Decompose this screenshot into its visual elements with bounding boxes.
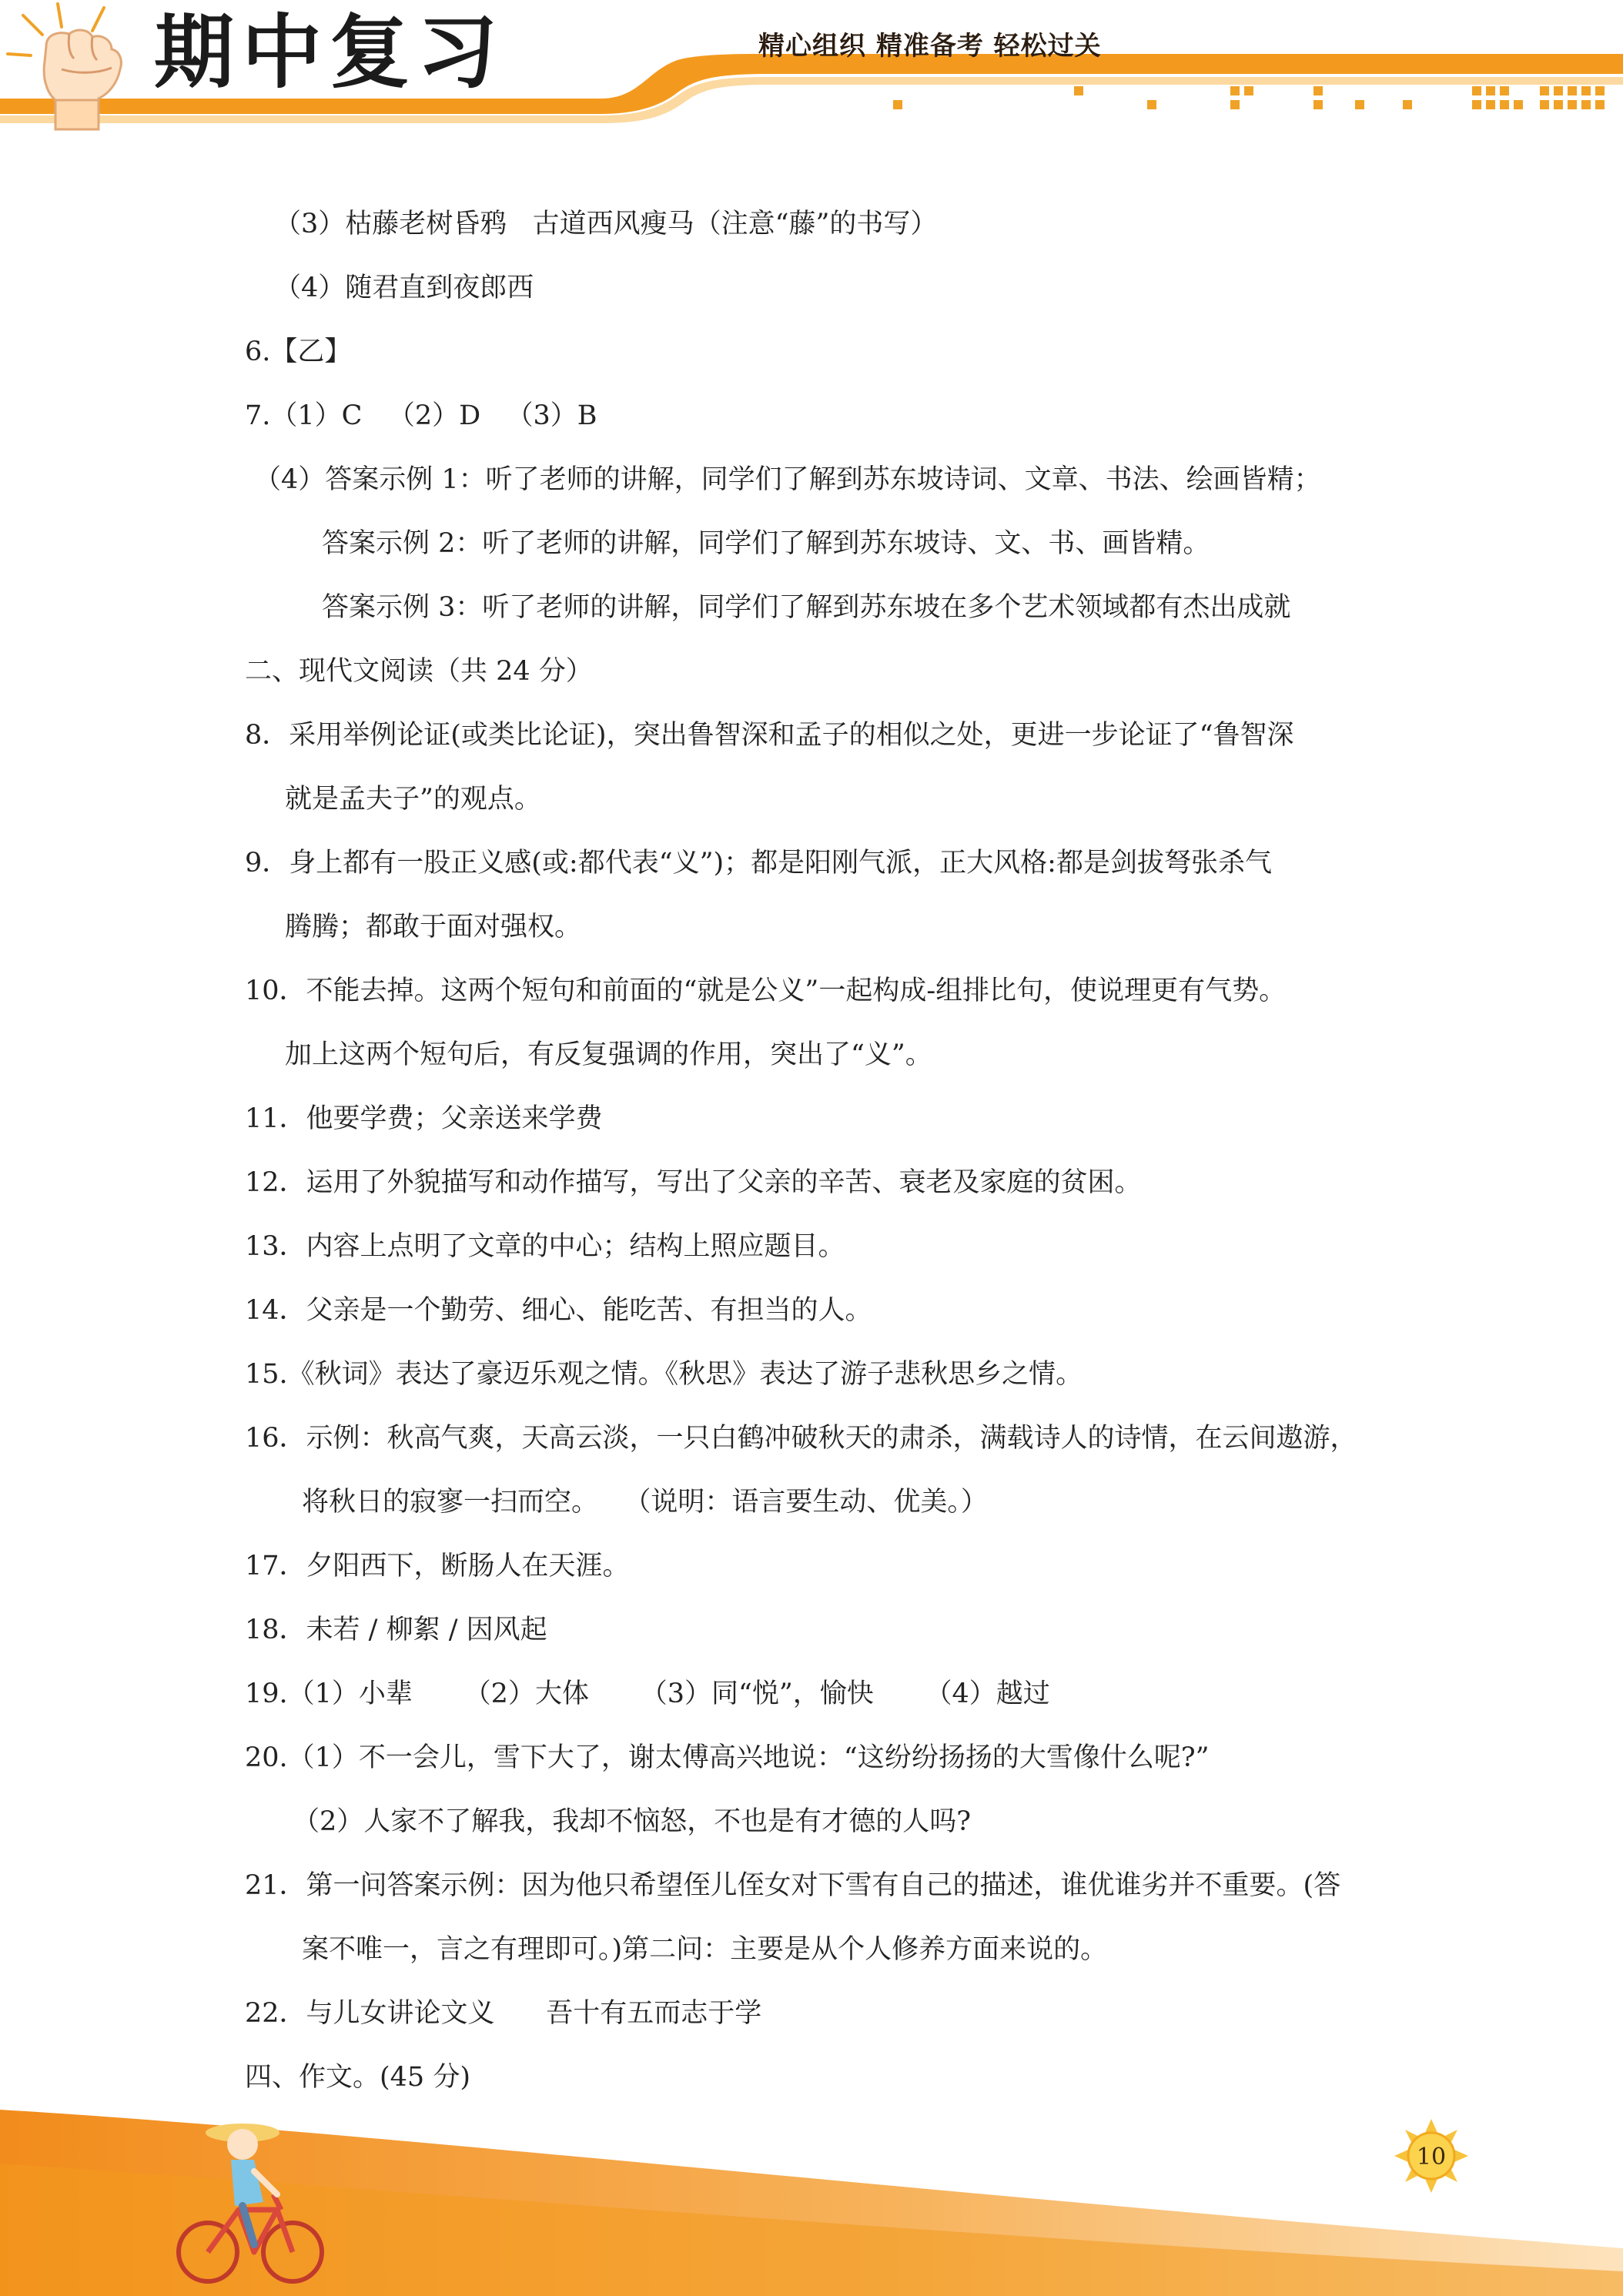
answer-line: 21．第一问答案示例：因为他只希望侄儿侄女对下雪有自己的描述，谁优谁劣并不重要。(答: [245, 1870, 1341, 1901]
answer-line: 答案示例 3：听了老师的讲解，同学们了解到苏东坡在多个艺术领域都有杰出成就: [322, 592, 1291, 623]
answer-line: 16．示例：秋高气爽，天高云淡，一只白鹤冲破秋天的肃杀，满载诗人的诗情，在云间遨游，: [245, 1423, 1357, 1454]
answer-line: 12．运用了外貌描写和动作描写，写出了父亲的辛苦、衰老及家庭的贫困。: [245, 1167, 1142, 1198]
answer-line: 22．与儿女讲论文义 吾十有五而志于学: [245, 1998, 762, 2029]
answer-line: 18．未若 / 柳絮 / 因风起: [245, 1615, 547, 1645]
answer-line: 15.《秋词》表达了豪迈乐观之情。《秋思》表达了游子悲秋思乡之情。: [245, 1359, 1083, 1390]
answer-line: 11．他要学费；父亲送来学费: [245, 1103, 603, 1134]
answer-line: （4）答案示例 1：听了老师的讲解，同学们了解到苏东坡诗词、文章、书法、绘画皆精；: [254, 464, 1321, 495]
header-slogan: 精心组织 精准备考 轻松过关: [758, 31, 1102, 62]
answer-line: 20.（1）不一会儿，雪下大了，谢太傅高兴地说：“这纷纷扬扬的大雪像什么呢?”: [245, 1742, 1210, 1773]
answer-line: 10．不能去掉。这两个短句和前面的“就是公义”一起构成-组排比句，使说理更有气势。: [245, 976, 1287, 1006]
footer-banner: [0, 2079, 1623, 2296]
answer-line: 17．夕阳西下，断肠人在天涯。: [245, 1551, 630, 1581]
section-heading: 四、作文。(45 分): [245, 2062, 470, 2093]
answer-line: 7.（1）C （2）D （3）B: [245, 400, 597, 431]
answer-line: 13．内容上点明了文章的中心；结构上照应题目。: [245, 1231, 845, 1262]
answer-line: （3）枯藤老树昏鸦 古道西风瘦马（注意“藤”的书写）: [274, 209, 938, 239]
answer-line: 腾腾；都敢于面对强权。: [285, 912, 582, 942]
answer-line: 19.（1）小辈 （2）大体 （3）同“悦”，愉快 （4）越过: [245, 1678, 1050, 1709]
answer-line: 答案示例 2：听了老师的讲解，同学们了解到苏东坡诗、文、书、画皆精。: [322, 528, 1210, 559]
answer-line: 8．采用举例论证(或类比论证)，突出鲁智深和孟子的相似之处，更进一步论证了“鲁智深: [245, 720, 1294, 751]
section-heading: 二、现代文阅读（共 24 分）: [245, 656, 593, 687]
answer-line: （4）随君直到夜郎西: [274, 273, 534, 303]
header-title: 期中复习: [154, 5, 506, 99]
answer-line: 案不唯一，言之有理即可。)第二问：主要是从个人修养方面来说的。: [302, 1934, 1108, 1965]
answer-line: 将秋日的寂寥一扫而空。 （说明：语言要生动、优美。）: [302, 1487, 988, 1518]
page-number: 10: [1416, 2144, 1447, 2170]
answer-line: 6.【乙】: [245, 336, 352, 367]
answer-line: 就是孟夫子”的观点。: [285, 784, 541, 815]
answer-line: 加上这两个短句后，有反复强调的作用，突出了“义”。: [285, 1039, 932, 1070]
fist-icon: [0, 0, 146, 131]
answer-line: 9．身上都有一股正义感(或:都代表“义”)；都是阳刚气派，正大风格:都是剑拔弩张杀气: [245, 848, 1272, 879]
page-header: [0, 0, 1623, 123]
answer-line: 14．父亲是一个勤劳、细心、能吃苦、有担当的人。: [245, 1295, 872, 1326]
page-footer: [0, 2079, 1623, 2296]
answer-line: （2）人家不了解我，我却不恼怒，不也是有才德的人吗?: [293, 1806, 972, 1837]
